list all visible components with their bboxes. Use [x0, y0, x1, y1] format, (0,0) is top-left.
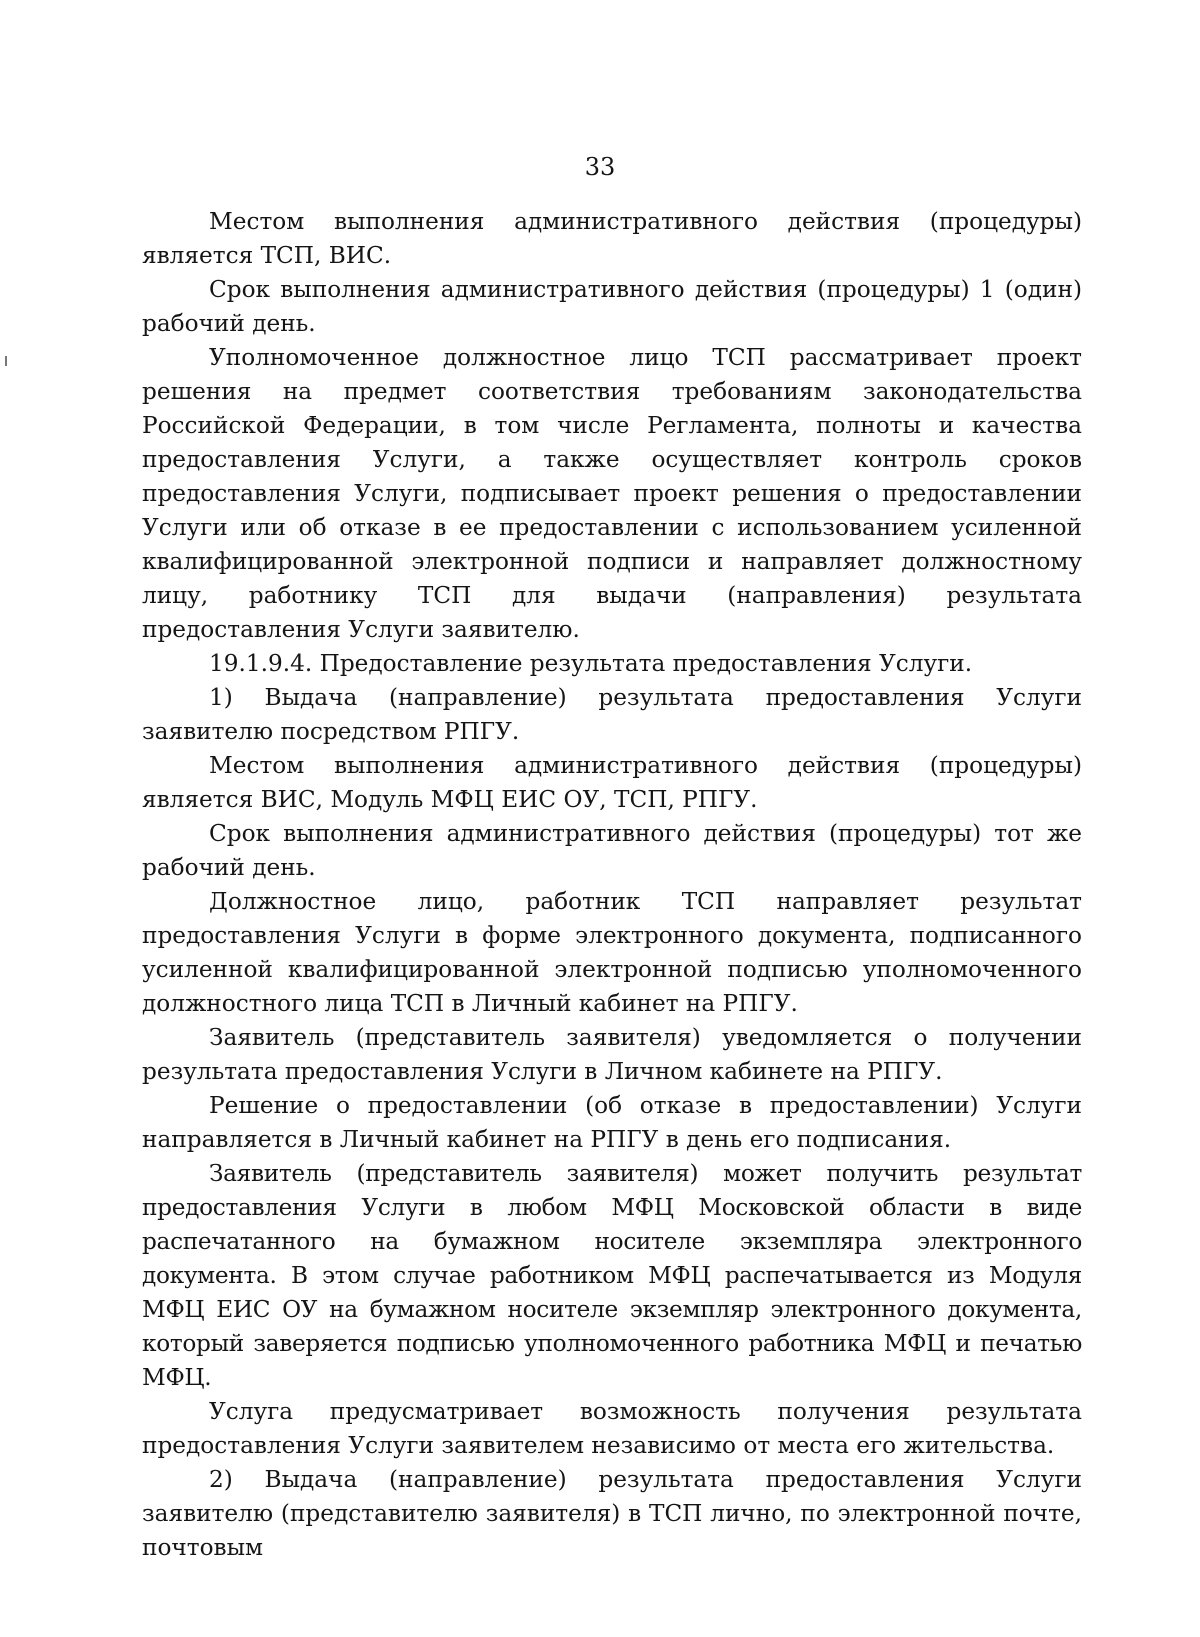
paragraph-applicant-notified: Заявитель (представитель заявителя) уведомляется о получении результата предоставления Услуги в Личном кабинете на РПГУ. [142, 1024, 1082, 1085]
paragraph-rpgu-delivery: 1) Выдача (направление) результата предоставления Услуги заявителю посредством РПГУ. [142, 684, 1082, 745]
paragraph-mfc-paper-copy: Заявитель (представитель заявителя) может получить результат предоставления Услуги в любом МФЦ Московской области в виде распечатанного на бумажном носителе экземпляра электронного документа. В этом случае работником МФЦ распечатывается из Модуля МФЦ ЕИС ОУ на бумажном носителе экземпляр электронного документа, который заверяется подписью уполномоченного работника МФЦ и печатью МФЦ. [142, 1160, 1082, 1391]
scan-mark [5, 356, 7, 366]
paragraph-tsp-delivery: 2) Выдача (направление) результата предоставления Услуги заявителю (представителю заявителя) в ТСП лично, по электронной почте, почтовым [142, 1466, 1082, 1561]
page-number: 33 [584, 153, 616, 181]
document-body [142, 205, 1082, 1565]
paragraph-rpgu-place: Местом выполнения административного действия (процедуры) является ВИС, Модуль МФЦ ЕИС ОУ, ТСП, РПГУ. [142, 752, 1082, 813]
paragraph-execution-term: Срок выполнения административного действия (процедуры) 1 (один) рабочий день. [142, 276, 1082, 337]
paragraph-extraterritorial: Услуга предусматривает возможность получения результата предоставления Услуги заявителем независимо от места его жительства. [142, 1398, 1082, 1459]
paragraph-rpgu-term: Срок выполнения административного действия (процедуры) тот же рабочий день. [142, 820, 1082, 881]
paragraph-official-review: Уполномоченное должностное лицо ТСП рассматривает проект решения на предмет соответствия требованиям законодательства Российской Федерации, в том числе Регламента, полноты и качества предоставления Услуги, а также осуществляет контроль сроков предоставления Услуги, подписывает проект решения о предоставлении Услуги или об отказе в ее предоставлении с использованием усиленной квалифицированной электронной подписи и направляет должностному лицу, работнику ТСП для выдачи (направления) результата предоставления Услуги заявителю. [142, 344, 1082, 643]
paragraph-section-heading: 19.1.9.4. Предоставление результата предоставления Услуги. [209, 650, 973, 677]
paragraph-electronic-result: Должностное лицо, работник ТСП направляет результат предоставления Услуги в форме электронного документа, подписанного усиленной квалифицированной электронной подписью уполномоченного должностного лица ТСП в Личный кабинет на РПГУ. [142, 888, 1082, 1017]
paragraph-decision-sent: Решение о предоставлении (об отказе в предоставлении) Услуги направляется в Личный кабинет на РПГУ в день его подписания. [142, 1092, 1082, 1153]
paragraph-place-of-execution: Местом выполнения административного действия (процедуры) является ТСП, ВИС. [142, 208, 1082, 269]
